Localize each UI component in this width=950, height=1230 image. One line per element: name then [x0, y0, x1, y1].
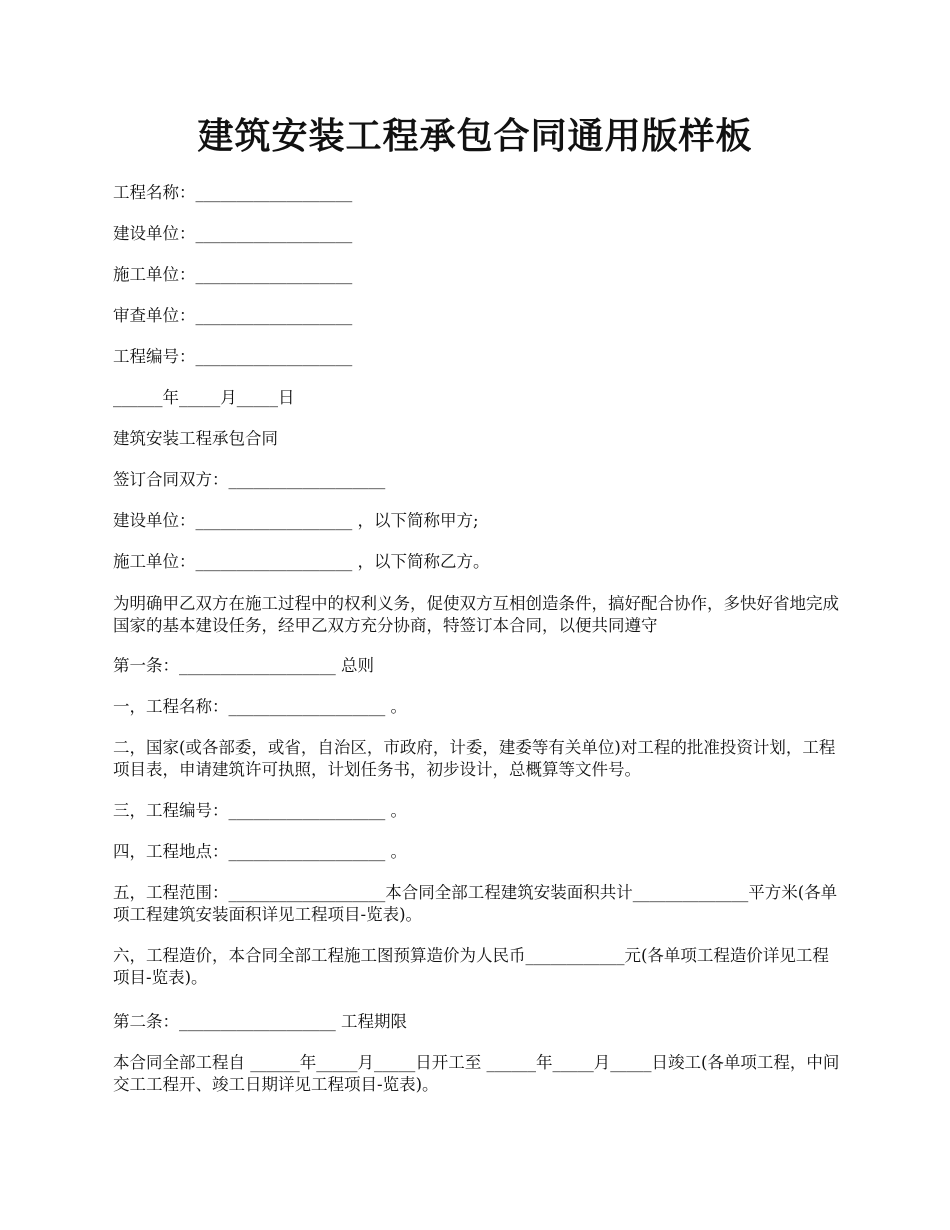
contract-subtitle: 建筑安装工程承包合同	[113, 429, 278, 448]
clause-two: 二，国家(或各部委，或省，自治区，市政府，计委，建委等有关单位)对工程的批准投资计划，工程项目表，申请建筑许可执照，计划任务书，初步设计，总概算等文件号。	[113, 738, 836, 779]
schedule-clause: 本合同全部工程自 ______年_____月_____日开工至 ______年_____月_____日竣工(各单项工程，中间交工工程开、竣工日期详见工程项目-览表)。	[113, 1053, 840, 1094]
field-review-unit: 审查单位：___________________	[113, 306, 353, 325]
signing-parties: 签订合同双方：___________________	[113, 470, 386, 489]
clause-one: 一，工程名称：___________________ 。	[113, 697, 407, 716]
field-date: ______年_____月_____日	[113, 388, 295, 407]
clause-six: 六，工程造价，本合同全部工程施工图预算造价为人民币____________元(各单项工程造价详见工程项目-览表)。	[113, 946, 829, 987]
article-one-heading: 第一条：___________________ 总则	[113, 656, 374, 675]
preamble-paragraph: 为明确甲乙双方在施工过程中的权利义务，促使双方互相创造条件，搞好配合协作，多快好省地完成国家的基本建设任务，经甲乙双方充分协商，特签订本合同，以便共同遵守	[113, 594, 839, 635]
clause-five: 五，工程范围：___________________本合同全部工程建筑安装面积共计______________平方米(各单项工程建筑安装面积详见工程项目-览表)。	[113, 883, 838, 924]
article-two-heading: 第二条：___________________ 工程期限	[113, 1012, 407, 1031]
clause-four: 四，工程地点：___________________ 。	[113, 842, 407, 861]
field-builder-unit: 施工单位：___________________	[113, 265, 353, 284]
party-b-line: 施工单位：___________________ ，以下简称乙方。	[113, 552, 490, 571]
clause-three: 三，工程编号：___________________ 。	[113, 801, 407, 820]
field-construction-unit: 建设单位：___________________	[113, 224, 353, 243]
field-project-number: 工程编号：___________________	[113, 347, 353, 366]
field-project-name: 工程名称：___________________	[113, 183, 353, 202]
party-a-line: 建设单位：___________________ ，以下简称甲方;	[113, 511, 479, 530]
document-title: 建筑安装工程承包合同通用版样板	[197, 115, 753, 157]
